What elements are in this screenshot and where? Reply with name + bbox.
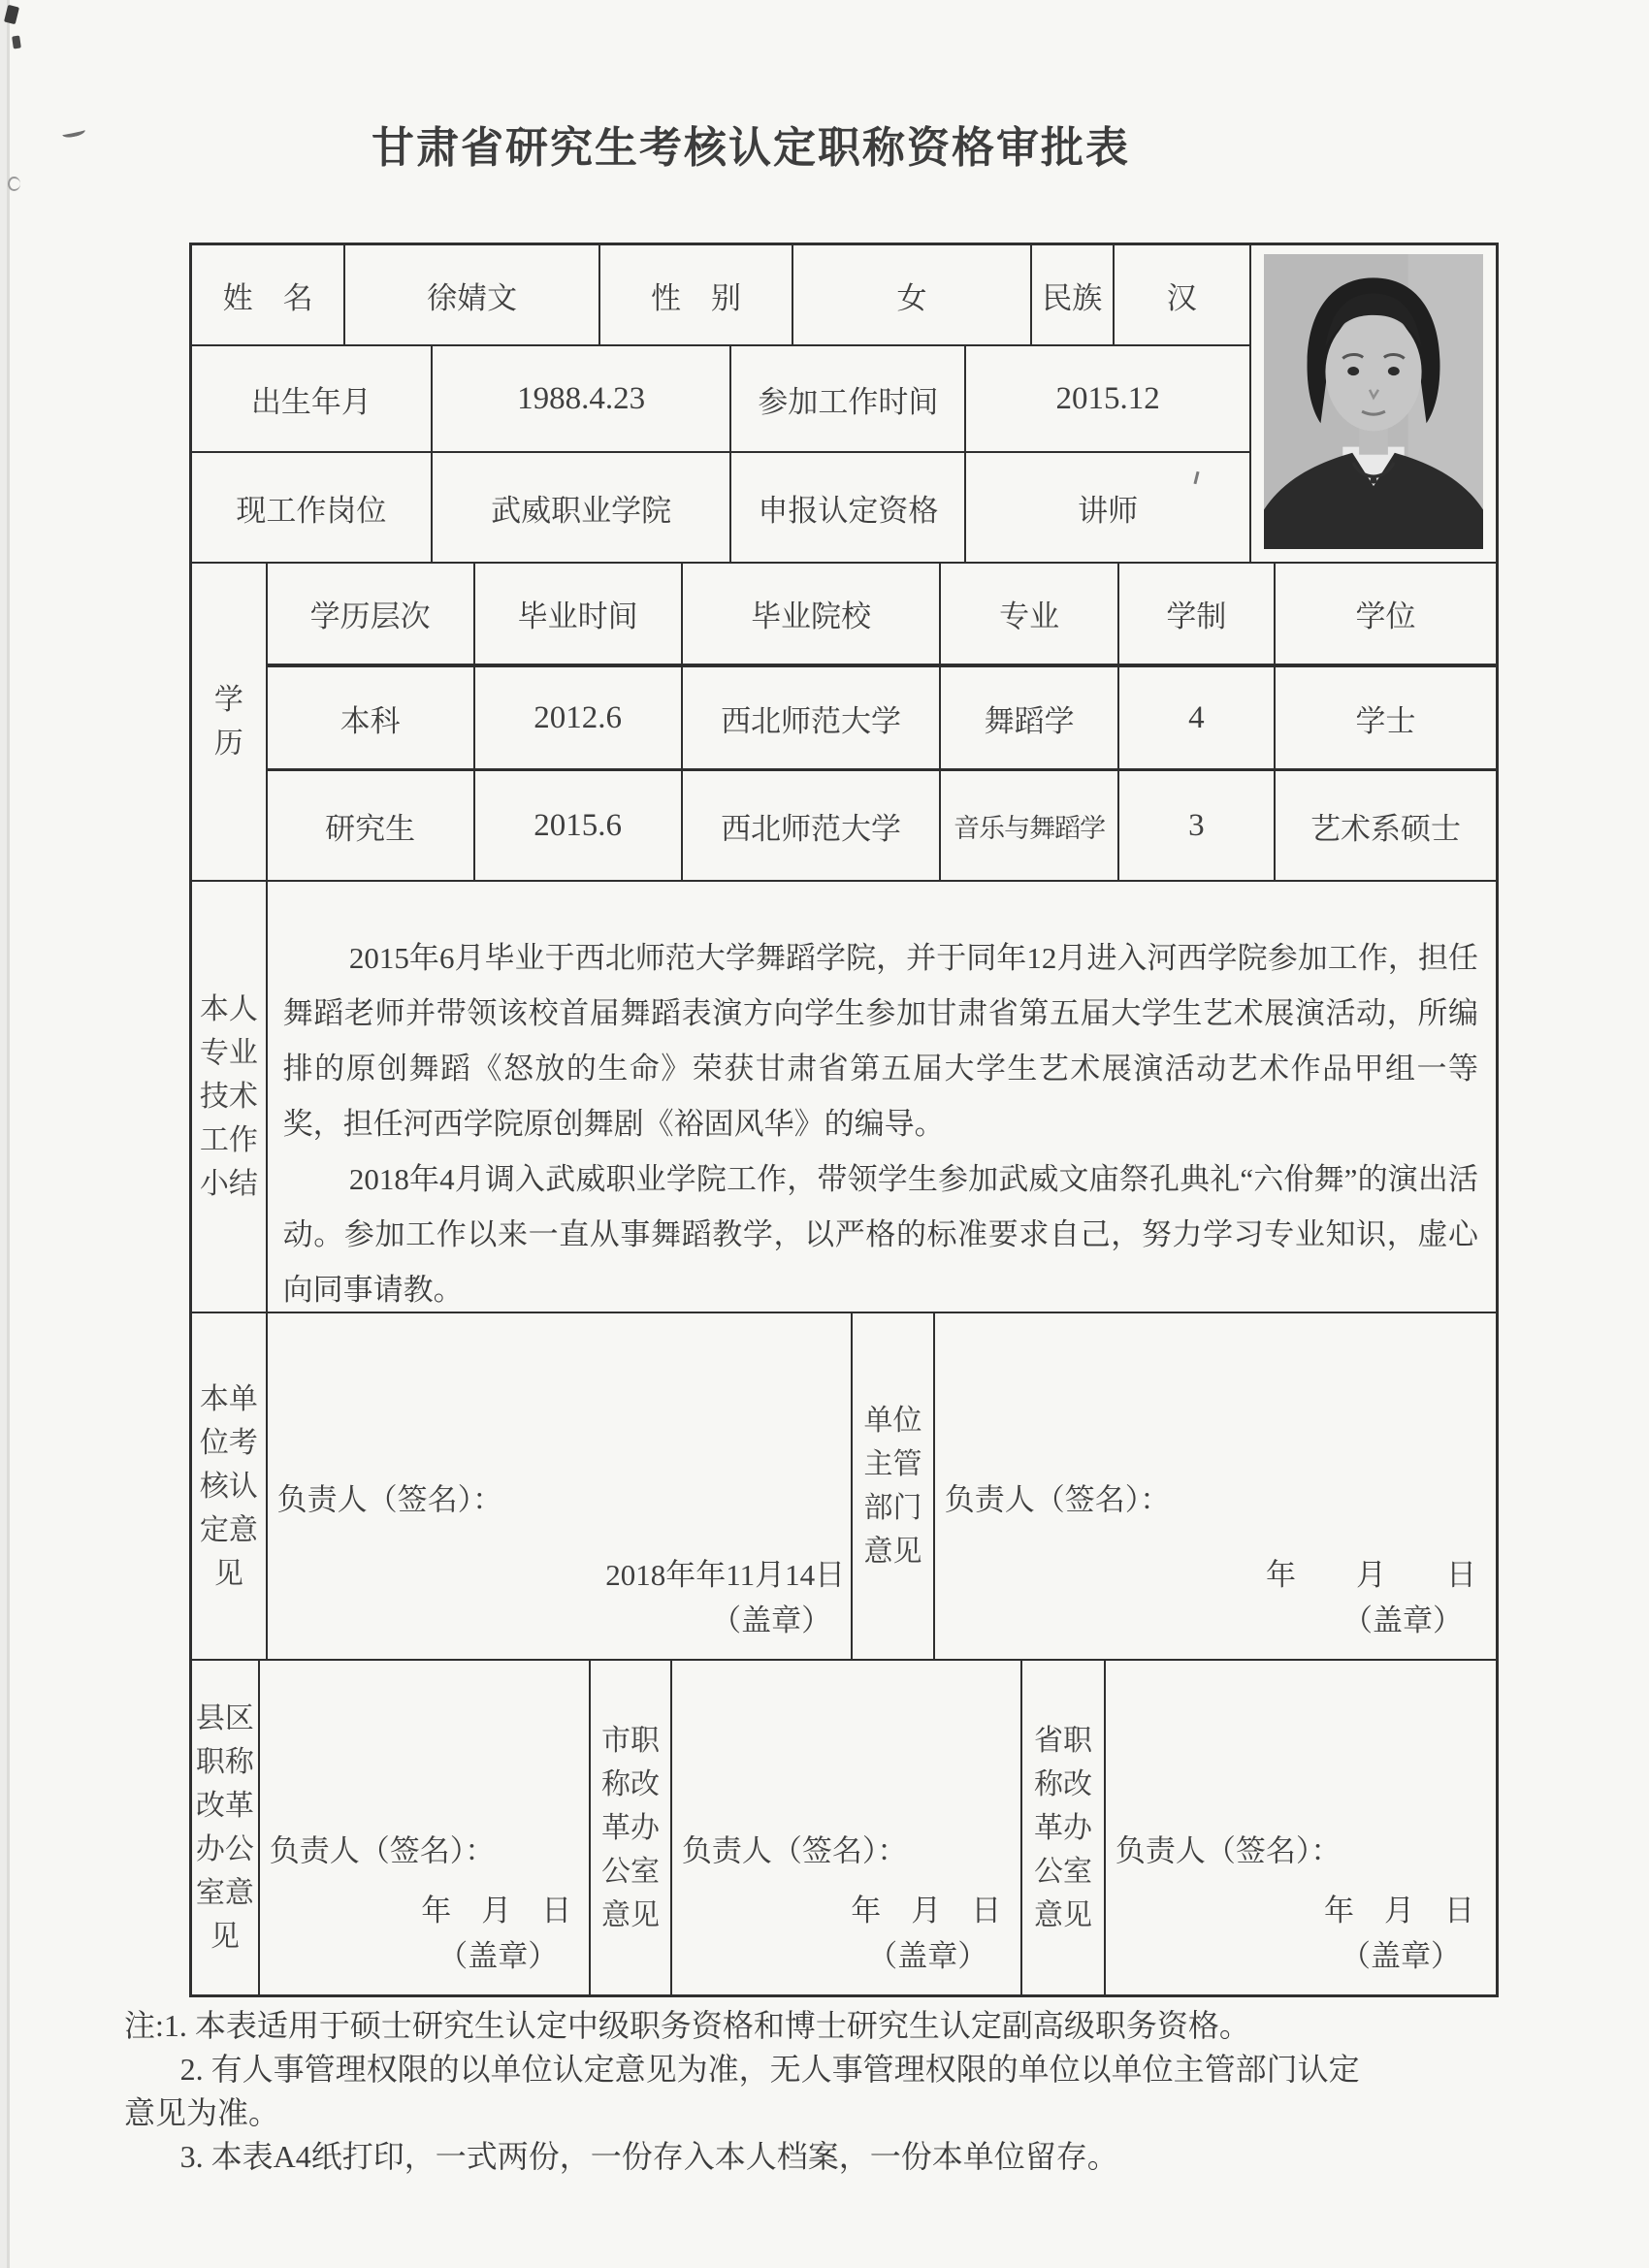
- degree-level: 本科: [268, 667, 475, 768]
- column-header: 专业: [941, 564, 1118, 664]
- dept-opinion-label-text: 单位主管部门意见: [863, 1405, 922, 1568]
- unit-opinion-label-text: 本单位考核认定意见: [199, 1382, 258, 1590]
- note-line: 3. 本表A4纸打印，一式两份，一份存入本人档案，一份本单位留存。: [179, 2139, 1118, 2174]
- table-row: [192, 346, 1249, 453]
- county-date-block: [421, 1888, 571, 1979]
- province-office-label-text: 省职称改革办公室意见: [1034, 1724, 1093, 1931]
- education-row-bachelor: [268, 667, 1496, 771]
- program-years: 3: [1119, 771, 1276, 880]
- work-summary-text: [268, 882, 1496, 1312]
- note-line: 注:1. 本表适用于硕士研究生认定中级职务资格和博士研究生认定副高级职务资格。: [124, 2008, 1250, 2043]
- birth-value: 1988.4.23: [433, 346, 732, 451]
- unit-opinion-label: [192, 1313, 268, 1659]
- city-date: 年 月 日: [851, 1893, 1002, 1928]
- column-header: 学制: [1119, 564, 1276, 664]
- dept-opinion-cell: [935, 1313, 1496, 1659]
- name-value: 徐婧文: [345, 245, 600, 344]
- education-section-label: [192, 564, 268, 880]
- city-seal-label: （盖章）: [867, 1938, 988, 1973]
- county-office-label: [192, 1661, 260, 1994]
- basic-info-band: [192, 245, 1496, 564]
- unit-date-block: [605, 1552, 845, 1643]
- province-office-cell: [1106, 1661, 1496, 1994]
- province-date-block: [1324, 1888, 1474, 1979]
- work-start-label: 参加工作时间: [731, 346, 966, 451]
- county-signer-label: 负责人（签名）：: [269, 1833, 496, 1868]
- unit-signer-label: 负责人（签名）：: [276, 1482, 503, 1517]
- graduation-date: 2012.6: [475, 667, 683, 768]
- gender-label: 性 别: [600, 245, 793, 344]
- table-row: [192, 245, 1249, 346]
- county-date: 年 月 日: [421, 1893, 572, 1928]
- id-photo-image: [1264, 254, 1483, 549]
- table-row: [192, 453, 1249, 562]
- city-office-label-text: 市职称改革办公室意见: [601, 1724, 661, 1931]
- scan-edge-line: [7, 0, 10, 2268]
- work-summary-section-label-text: 本人专业技术工作小结: [199, 993, 258, 1200]
- column-header: 学历层次: [268, 564, 475, 664]
- city-signer-label: 负责人（签名）：: [681, 1833, 908, 1868]
- scan-edge: [0, 0, 7, 2268]
- dept-seal-label: （盖章）: [1342, 1603, 1463, 1637]
- province-date: 年 月 日: [1323, 1893, 1474, 1928]
- degree: 学士: [1355, 703, 1416, 738]
- gender-value: 女: [793, 245, 1032, 344]
- province-office-label: [1022, 1661, 1106, 1994]
- column-header: 毕业时间: [475, 564, 683, 664]
- education-header-row: [268, 564, 1496, 667]
- school: 西北师范大学: [683, 771, 942, 880]
- scan-artifact: [4, 5, 19, 24]
- program-years: 4: [1119, 667, 1276, 768]
- education-section-label-text: 学历: [213, 684, 243, 760]
- column-header: 毕业院校: [683, 564, 942, 664]
- approval-form-table: [189, 243, 1499, 1997]
- county-seal-label: （盖章）: [437, 1938, 559, 1973]
- position-label: 现工作岗位: [192, 453, 433, 562]
- basic-info-rows: [192, 245, 1249, 562]
- scan-artifact: [8, 177, 20, 191]
- title-reform-offices-band: [192, 1661, 1496, 1994]
- dept-date-block: [1266, 1552, 1476, 1643]
- name-label: 姓 名: [192, 245, 345, 344]
- unit-seal-label: （盖章）: [711, 1603, 832, 1637]
- work-summary-section-label: [192, 882, 268, 1312]
- unit-opinion-cell: [268, 1313, 853, 1659]
- birth-label: 出生年月: [192, 346, 433, 451]
- dept-signer-label: 负责人（签名）：: [944, 1482, 1171, 1517]
- qualification-label: 申报认定资格: [731, 453, 966, 562]
- scan-artifact: [12, 36, 21, 49]
- degree: 艺术系硕士: [1310, 811, 1461, 846]
- province-seal-label: （盖章）: [1340, 1938, 1461, 1973]
- unit-date: 2018年年11月14日: [605, 1557, 846, 1592]
- column-header: 学位: [1355, 599, 1416, 633]
- id-photo: [1249, 245, 1496, 562]
- footer-notes: [124, 2004, 1364, 2179]
- page-title: 甘肃省研究生考核认定职称资格审批表: [372, 124, 1130, 172]
- qualification-value: 讲师: [1078, 493, 1139, 528]
- dept-date: 年 月 日: [1265, 1557, 1476, 1592]
- graduation-date: 2015.6: [475, 771, 683, 880]
- degree-level: 研究生: [268, 771, 475, 880]
- unit-opinion-band: [192, 1313, 1496, 1661]
- county-office-cell: [260, 1661, 592, 1994]
- dept-opinion-label: [853, 1313, 935, 1659]
- school: 西北师范大学: [683, 667, 942, 768]
- work-summary-band: [192, 882, 1496, 1313]
- major: 舞蹈学: [941, 667, 1118, 768]
- city-office-cell: [672, 1661, 1022, 1994]
- note-line: 2. 有人事管理权限的以单位认定意见为准，无人事管理权限的单位以单位主管部门认定意见为准。: [124, 2052, 1360, 2130]
- position-value: 武威职业学院: [433, 453, 732, 562]
- ethnicity-label: 民族: [1032, 245, 1115, 344]
- county-office-label-text: 县区职称改革办公室意见: [195, 1702, 254, 1953]
- work-start-value: 2015.12: [1055, 380, 1160, 416]
- city-date-block: [851, 1888, 1001, 1979]
- work-summary-paragraph: 2015年6月毕业于西北师范大学舞蹈学院，并于同年12月进入河西学院参加工作，担任舞蹈老师并带领该校首届舞蹈表演方向学生参加甘肃省第五届大学生艺术展演活动，所编排的原创舞蹈《怒放的生命》荣获甘肃省第五届大学生艺术展演活动艺术作品甲组一等奖，担任河西学院原创舞剧《裕固风华》的编导。: [282, 941, 1478, 1141]
- ethnicity-value: 汉: [1166, 280, 1197, 315]
- major: 音乐与舞蹈学: [941, 771, 1118, 880]
- education-row-graduate: [268, 771, 1496, 880]
- city-office-label: [591, 1661, 672, 1994]
- province-signer-label: 负责人（签名）：: [1115, 1833, 1342, 1868]
- education-table: [268, 564, 1496, 880]
- work-summary-paragraph: 2018年4月调入武威职业学院工作，带领学生参加武威文庙祭孔典礼“六佾舞”的演出活动。参加工作以来一直从事舞蹈教学，以严格的标准要求自己，努力学习专业知识，虚心向同事请教。: [282, 1162, 1478, 1307]
- education-band: [192, 564, 1496, 882]
